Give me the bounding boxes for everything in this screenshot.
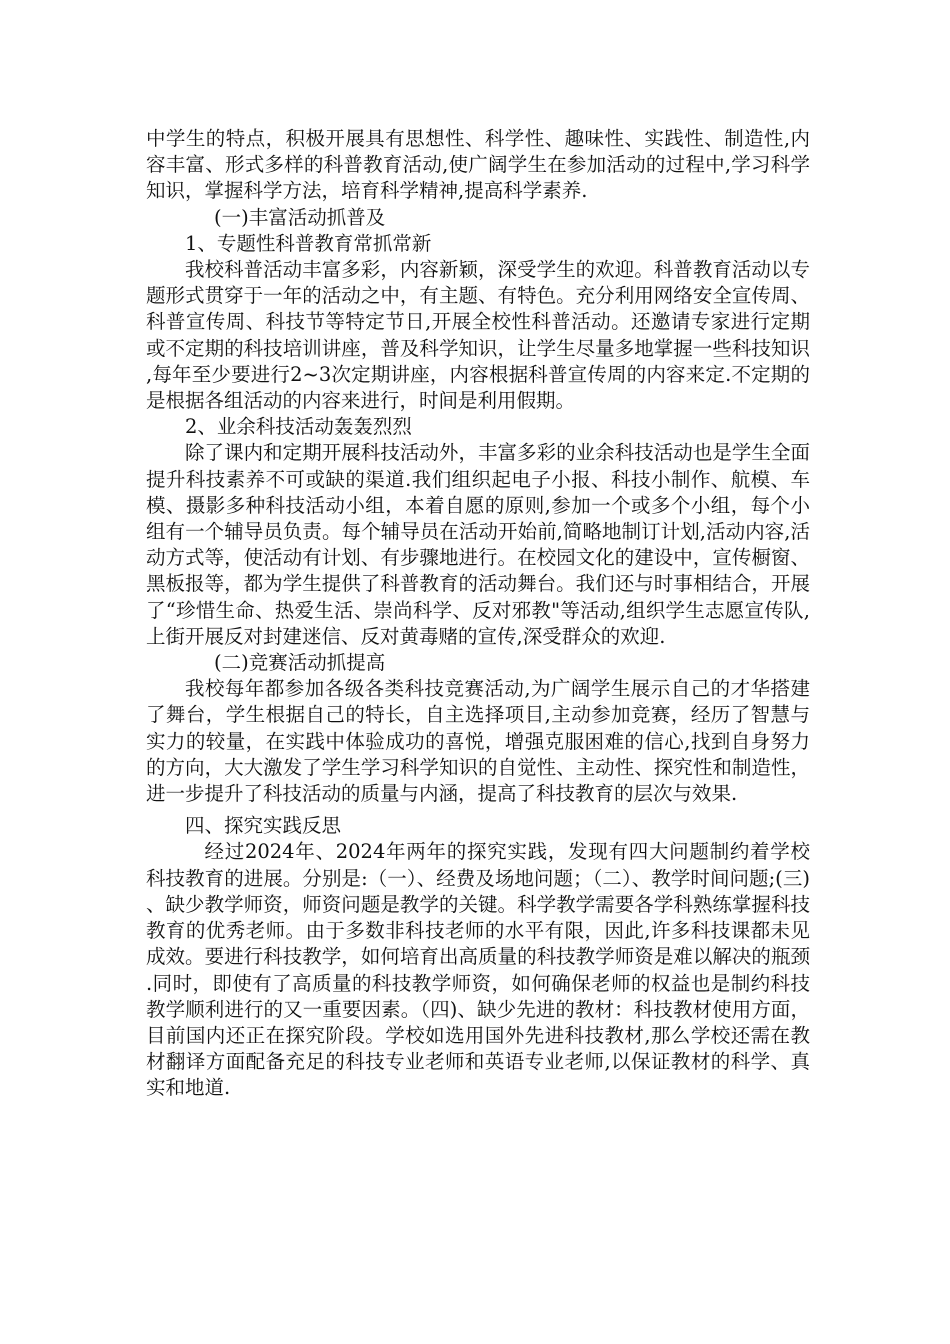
heading-activities-popularize: (一)丰富活动抓普及 <box>214 205 386 229</box>
heading-reflection: 四、探究实践反思 <box>185 814 342 838</box>
paragraph-reflection: 经过2024年、2024年两年的探究实践，发现有四大问题制约着学校科技教育的进展。分别是:（一）、经费及场地问题；（二）、教学时间问题;(三)、缺少教学师资，师资问题是教学的关键。科学教学需要各学科熟练掌握科技教育的优秀老师。由于多数非科技老师的水平有限，因此,许多科技课都未见成效。要进行科技教学，如何培育出高质量的科技教学师资是难以解决的瓶颈.同时，即使有了高质量的科技教学师资，如何确保老师的权益也是制约科技教学顺利进行的又一重要因素。（四)、缺少先进的教材：科技教材使用方面，目前国内还正在探究阶段。学校如选用国外先进科技教材,那么学校还需在教材翻译方面配备充足的科技专业老师和英语专业老师,以保证教材的科学、真实和地道. <box>146 840 810 1100</box>
paragraph-competitions: 我校每年都参加各级各类科技竞赛活动,为广阔学生展示自己的才华搭建了舞台，学生根据自己的特长，自主选择项目,主动参加竞赛，经历了智慧与实力的较量，在实践中体验成功的喜悦，增强克服困难的信心,找到自身努力的方向，大大激发了学生学习科学知识的自觉性、主动性、探究性和制造性，进一步提升了科技活动的质量与内涵，提高了科技教育的层次与效果. <box>146 677 810 806</box>
paragraph-amateur-activities: 除了课内和定期开展科技活动外，丰富多彩的业余科技活动也是学生全面提升科技素养不可或缺的渠道.我们组织起电子小报、科技小制作、航模、车模、摄影多种科技活动小组，本着自愿的原则,参加一个或多个小组，每个小组有一个辅导员负责。每个辅导员在活动开始前,简略地制订计划,活动内容,活动方式等，使活动有计划、有步骤地进行。在校园文化的建设中，宣传橱窗、黑板报等，都为学生提供了科普教育的活动舞台。我们还与时事相结合，开展了“珍惜生命、热爱生活、崇尚科学、反对邪教"等活动,组织学生志愿宣传队,上街开展反对封建迷信、反对黄毒赌的宣传,深受群众的欢迎. <box>146 441 810 648</box>
document-body <box>146 126 810 1102</box>
paragraph-intro-continuation: 中学生的特点，积极开展具有思想性、科学性、趣味性、实践性、制造性,内容丰富、形式多样的科普教育活动,使广阔学生在参加活动的过程中,学习科学知识，掌握科学方法，培育科学精神,提高科学素养. <box>146 127 810 203</box>
heading-thematic-education: 1、专题性科普教育常抓常新 <box>185 231 432 255</box>
heading-amateur-activities: 2、业余科技活动轰轰烈烈 <box>185 415 412 439</box>
paragraph-thematic-education: 我校科普活动丰富多彩，内容新颖，深受学生的欢迎。科普教育活动以专题形式贯穿于一年的活动之中，有主题、有特色。充分利用网络安全宣传周、科普宣传周、科技节等特定节日,开展全校性科普活动。还邀请专家进行定期或不定期的科技培训讲座，普及科学知识，让学生尽量多地掌握一些科技知识,每年至少要进行2~3次定期讲座，内容根据科普宣传周的内容来定.不定期的是根据各组活动的内容来进行，时间是利用假期。 <box>146 258 810 413</box>
heading-competitions: (二)竞赛活动抓提高 <box>214 651 386 675</box>
